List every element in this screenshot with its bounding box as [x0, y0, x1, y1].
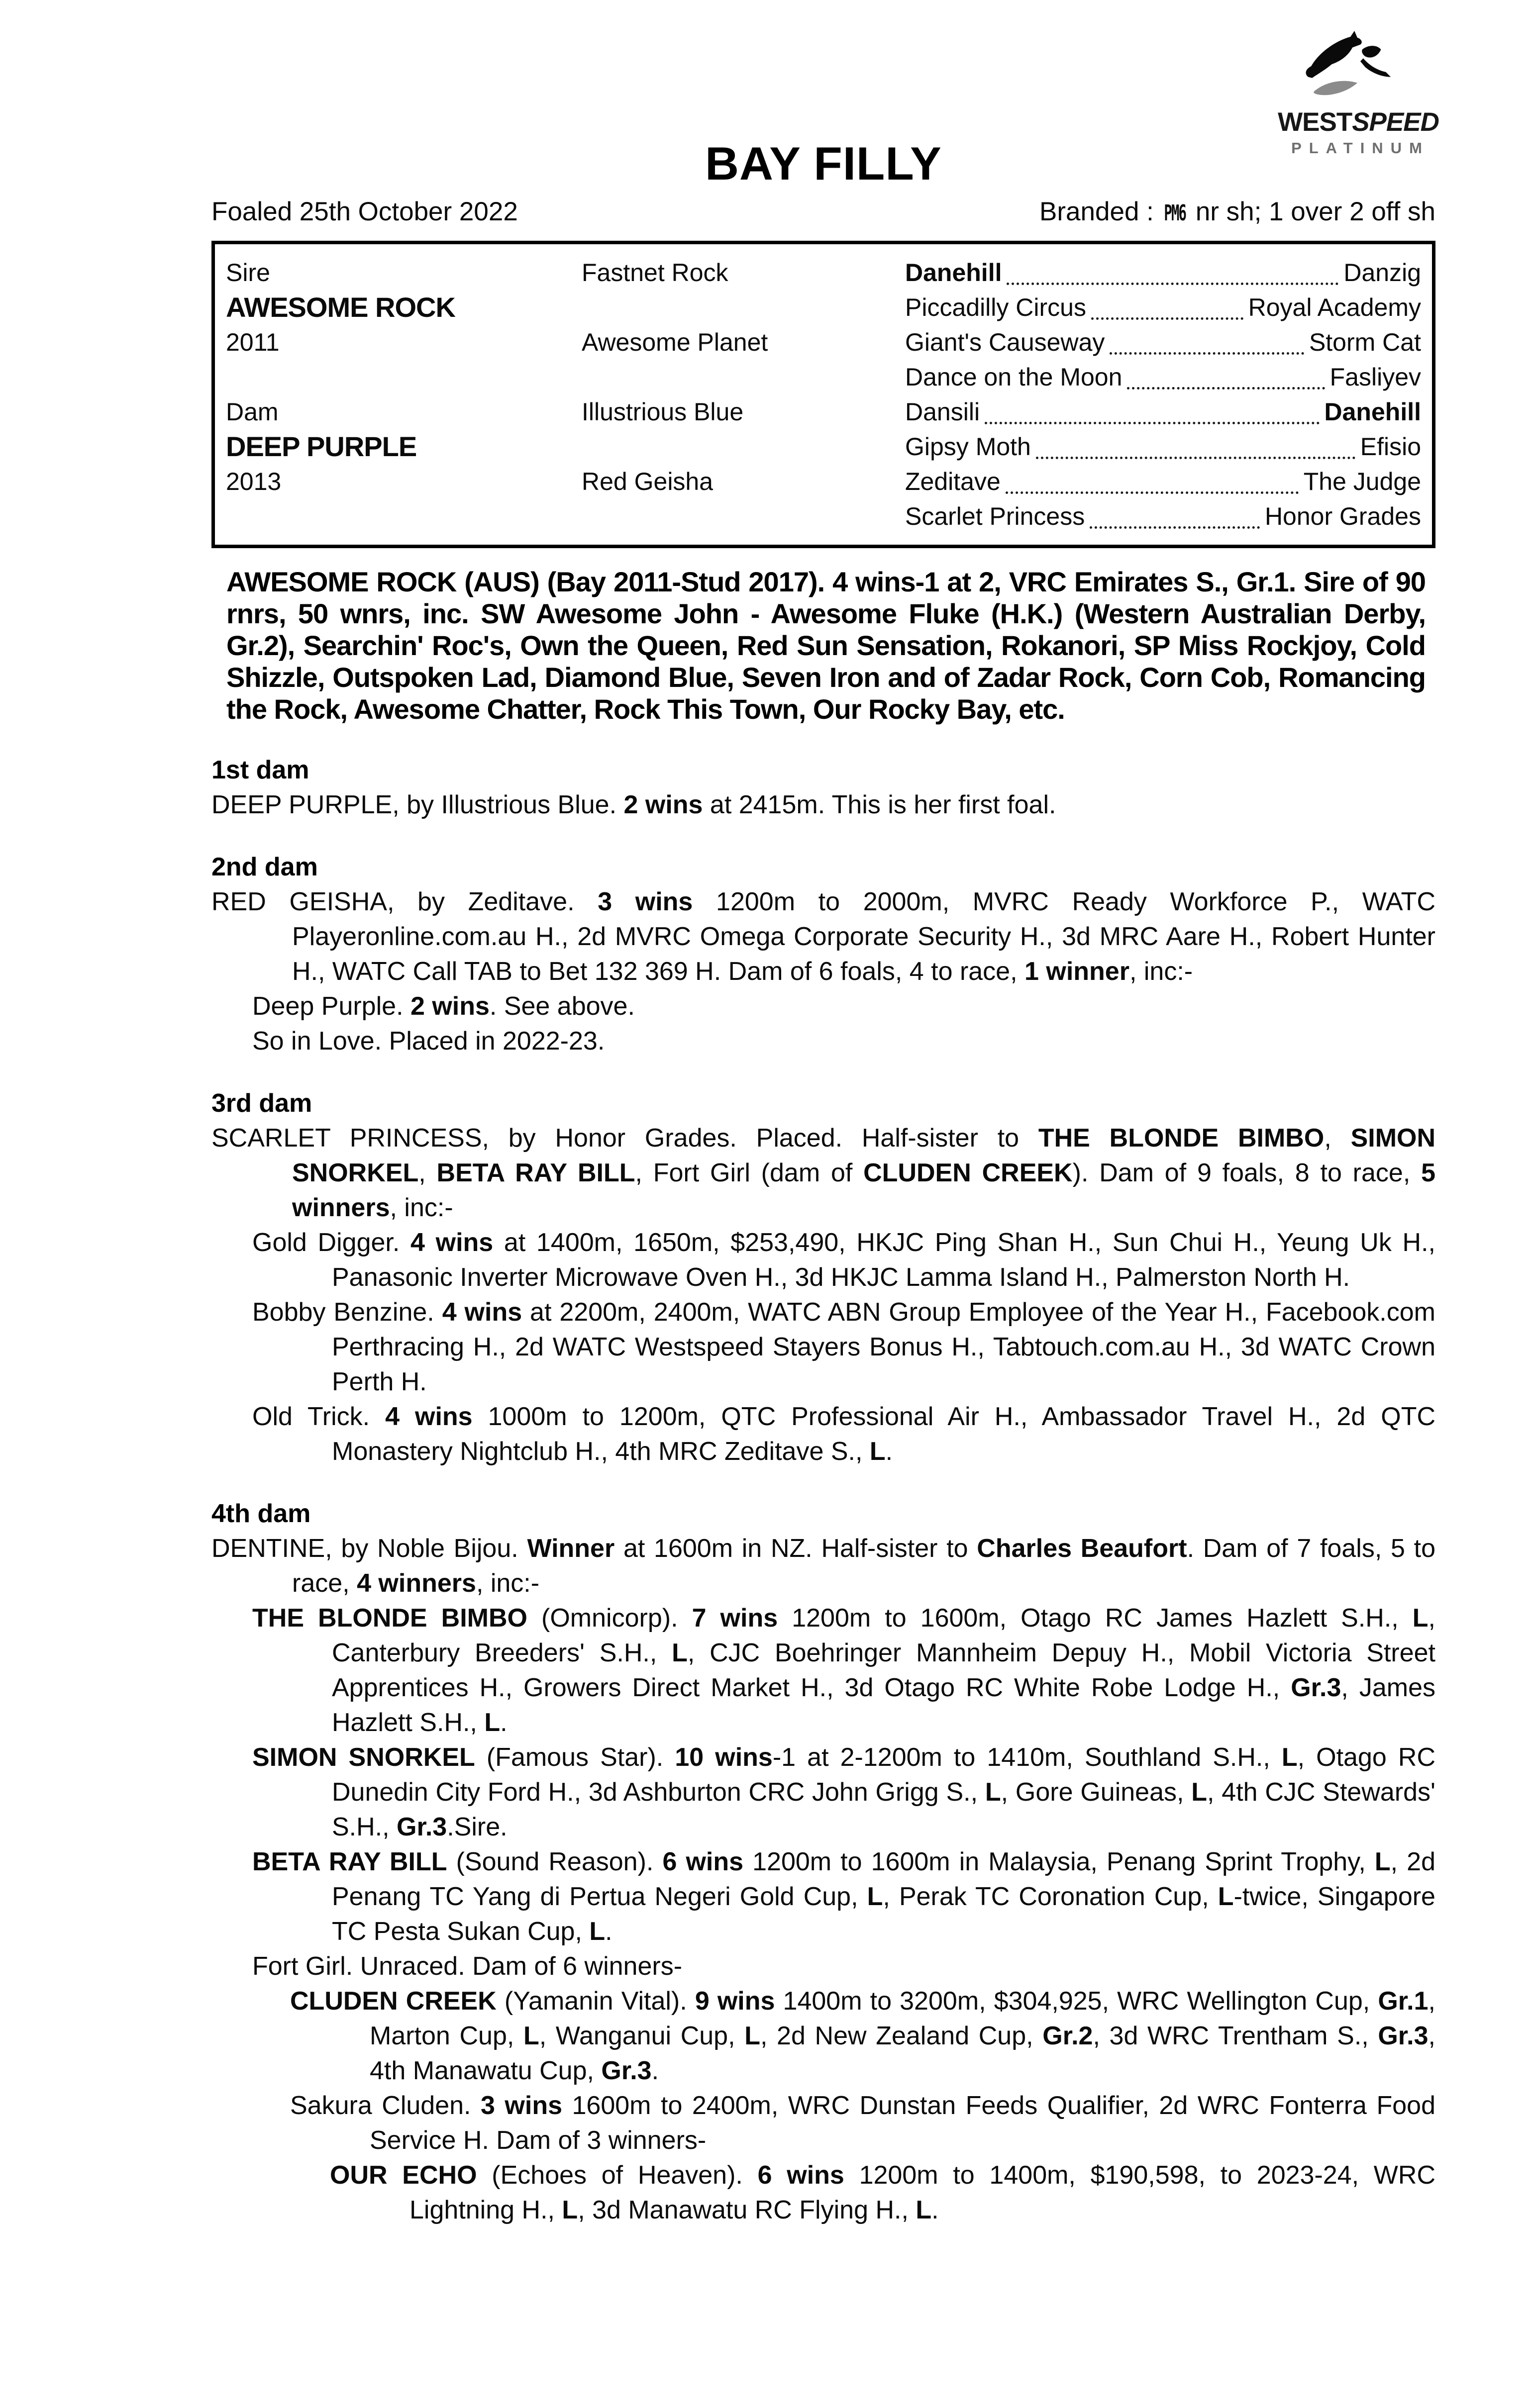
dam-record: RED GEISHA, by Zeditave. 3 wins 1200m to 2000m, MVRC Ready Workforce P., WATC Playeronline.com.au H., 2d MVRC Omega Corporate Security H., 3d MRC Aare H., Robert Hunter H., WATC Call TAB to Bet 132 369 H. Dam of 6 foals, 4 to race, 1 winner, inc:-: [211, 887, 1436, 986]
grandsire-sire: Fastnet Rock: [582, 258, 728, 287]
section-4th-dam: [211, 1496, 1435, 2227]
dam-name: DEEP PURPLE: [226, 431, 417, 463]
foal-record: THE BLONDE BIMBO (Omnicorp). 7 wins 1200m to 1600m, Otago RC James Hazlett S.H., L, Canterbury Breeders' S.H., L, CJC Boehringer Mannheim Depuy H., Mobil Victoria Street Apprentices H., Growers Direct Market H., 3d Otago RC White Robe Lodge H., Gr.3, James Hazlett S.H., L.: [252, 1603, 1436, 1737]
dot-leader: [1007, 283, 1338, 285]
logo-speed: SPEED: [1352, 107, 1439, 137]
ancestor-row: Zeditave The Judge: [905, 467, 1421, 495]
foal-record: Old Trick. 4 wins 1000m to 1200m, QTC Professional Air H., Ambassador Travel H., 2d QTC Monastery Nightclub H., 4th MRC Zeditave S., L.: [252, 1402, 1436, 1466]
dot-leader: [1127, 387, 1325, 389]
ancestor-row: Giant's Causeway Storm Cat: [905, 328, 1421, 356]
grandam-sire-side: Awesome Planet: [582, 328, 768, 356]
dam-role-label: Dam: [226, 397, 279, 426]
dam-year: 2013: [226, 467, 282, 495]
grandsire-dam-side: Illustrious Blue: [582, 397, 744, 426]
sire-summary: AWESOME ROCK (AUS) (Bay 2011-Stud 2017). 4 wins-1 at 2, VRC Emirates S., Gr.1. Sire of 90 rnrs, 50 wnrs, inc. SW Awesome John - Awesome Fluke (H.K.) (Western Australian Derby, Gr.2), Searchin' Roc's, Own the Queen, Red Sun Sensation, Rokanori, SP Miss Rockjoy, Cold Shizzle, Outspoken Lad, Diamond Blue, Seven Iron and of Zadar Rock, Corn Cob, Romancing the Rock, Awesome Chatter, Rock This Town, Our Rocky Bay, etc.: [226, 566, 1426, 725]
foaled-text: Foaled 25th October 2022: [211, 196, 518, 226]
dam-record: DENTINE, by Noble Bijou. Winner at 1600m in NZ. Half-sister to Charles Beaufort. Dam of 7 foals, 5 to race, 4 winners, inc:-: [211, 1534, 1436, 1598]
dot-leader: [1006, 491, 1299, 494]
foaled-branded-line: [211, 196, 1435, 227]
ancestor-row: Piccadilly Circus Royal Academy: [905, 293, 1421, 321]
foal-record: SIMON SNORKEL (Famous Star). 10 wins-1 at 2-1200m to 1410m, Southland S.H., L, Otago RC Dunedin City Ford H., 3d Ashburton CRC John Grigg S., L, Gore Guineas, L, 4th CJC Stewards' S.H., Gr.3.Sire.: [252, 1742, 1435, 1841]
foal-record: Bobby Benzine. 4 wins at 2200m, 2400m, WATC ABN Group Employee of the Year H., Facebook.com Perthracing H., 2d WATC Westspeed Stayers Bonus H., Tabtouch.com.au H., 3d WATC Crown Perth H.: [252, 1297, 1435, 1396]
dot-leader: [1110, 352, 1304, 355]
dot-leader: [1036, 457, 1355, 459]
foal-record: BETA RAY BILL (Sound Reason). 6 wins 1200m to 1600m in Malaysia, Penang Sprint Trophy, L, 2d Penang TC Yang di Pertua Negeri Gold Cup, L, Perak TC Coronation Cup, L-twice, Singapore TC Pesta Sukan Cup, L.: [252, 1847, 1436, 1946]
section-3rd-dam: [211, 1086, 1435, 1469]
grandfoal-record: Sakura Cluden. 3 wins 1600m to 2400m, WRC Dunstan Feeds Qualifier, 2d WRC Fonterra Food Service H. Dam of 3 winners-: [290, 2091, 1435, 2155]
section-1st-dam: [211, 753, 1435, 822]
ancestor-row: Dance on the Moon Fasliyev: [905, 363, 1421, 391]
foal-record: Gold Digger. 4 wins at 1400m, 1650m, $253,490, HKJC Ping Shan H., Sun Chui H., Yeung Uk H., Panasonic Inverter Microwave Oven H., 3d HKJC Lamma Island H., Palmerston North H.: [252, 1228, 1435, 1292]
dam-record: DEEP PURPLE, by Illustrious Blue. 2 wins at 2415m. This is her first foal.: [211, 790, 1056, 819]
sire-name: AWESOME ROCK: [226, 291, 455, 323]
dam-record: SCARLET PRINCESS, by Honor Grades. Placed. Half-sister to THE BLONDE BIMBO, SIMON SNORKEL, BETA RAY BILL, Fort Girl (dam of CLUDEN CREEK). Dam of 9 foals, 8 to race, 5 winners, inc:-: [211, 1123, 1436, 1222]
branded-text: Branded : PM6 nr sh; 1 over 2 off sh: [1039, 196, 1435, 226]
section-heading: 2nd dam: [211, 852, 318, 881]
foal-record: So in Love. Placed in 2022-23.: [252, 1026, 605, 1056]
ancestor-row: Scarlet Princess Honor Grades: [905, 502, 1421, 530]
logo-platinum: PLATINUM: [1291, 139, 1429, 157]
westspeed-horse-icon: [1296, 30, 1421, 108]
logo-wordmark: [1271, 108, 1445, 136]
section-heading: 3rd dam: [211, 1088, 312, 1118]
foal-record: Deep Purple. 2 wins. See above.: [252, 991, 635, 1021]
pedigree-table: [211, 241, 1435, 548]
dot-leader: [1090, 526, 1260, 529]
ancestor-row: Danehill Danzig: [905, 258, 1421, 287]
section-heading: 4th dam: [211, 1499, 311, 1528]
sire-year: 2011: [226, 328, 280, 356]
westspeed-logo: [1271, 30, 1445, 157]
brand-mark: PM6: [1164, 200, 1186, 226]
ancestor-row: Gipsy Moth Efisio: [905, 432, 1421, 461]
section-heading: 1st dam: [211, 755, 309, 784]
ancestor-row: Dansili Danehill: [905, 397, 1421, 426]
great-grandfoal-record: OUR ECHO (Echoes of Heaven). 6 wins 1200m to 1400m, $190,598, to 2023-24, WRC Lightning H., L, 3d Manawatu RC Flying H., L.: [330, 2160, 1435, 2224]
dot-leader: [1091, 317, 1243, 320]
section-2nd-dam: [211, 850, 1435, 1059]
foal-record: Fort Girl. Unraced. Dam of 6 winners-: [252, 1951, 683, 1981]
grandam-dam-side: Red Geisha: [582, 467, 714, 495]
dot-leader: [985, 422, 1319, 424]
logo-west: WEST: [1278, 107, 1352, 137]
sire-role-label: Sire: [226, 258, 270, 287]
grandfoal-record: CLUDEN CREEK (Yamanin Vital). 9 wins 1400m to 3200m, $304,925, WRC Wellington Cup, Gr.1, Marton Cup, L, Wanganui Cup, L, 2d New Zealand Cup, Gr.2, 3d WRC Trentham S., Gr.3, 4th Manawatu Cup, Gr.3.: [290, 1986, 1435, 2085]
page-title: BAY FILLY: [705, 137, 942, 190]
